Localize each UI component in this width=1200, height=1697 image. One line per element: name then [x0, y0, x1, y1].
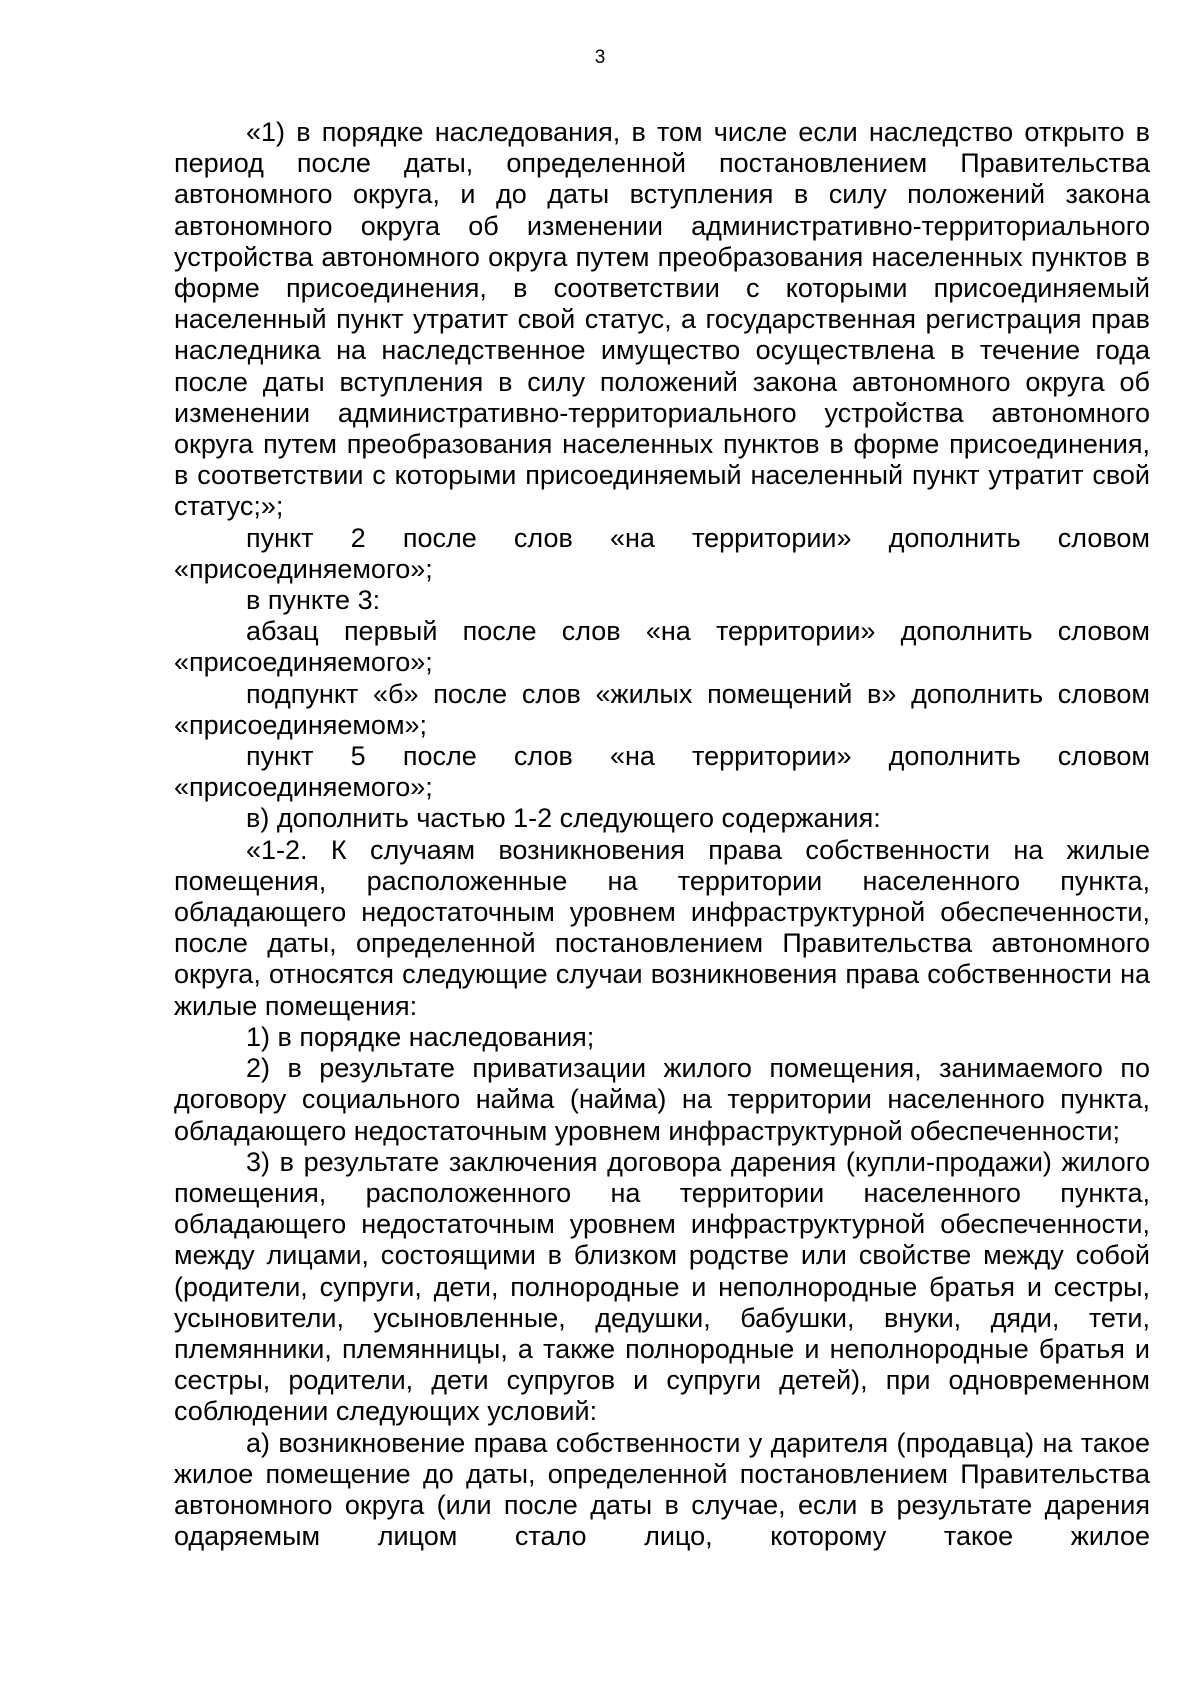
paragraph-inheritance-clause: «1) в порядке наследования, в том числе если наследство открыто в период после даты, определенной постановлением Правительства автономного округа, и до даты вступления в силу положений закона автономного округа об изменении административно-территориального устройства автономного округа путем преобразования населенных пунктов в форме присоединения, в соответствии с которыми присоединяемый населенный пункт утратит свой статус, а государственная регистрация прав наследника на наследственное имущество осуществлена в течение года после даты вступления в силу положений закона автономного округа об изменении административно-территориального устройства автономного округа путем преобразования населенных пунктов в форме присоединения, в соответствии с которыми присоединяемый населенный пункт утратит свой статус;»;: [174, 117, 1150, 522]
paragraph-case-3: 3) в результате заключения договора дарения (купли-продажи) жилого помещения, расположенного на территории населенного пункта, обладающего недостаточным уровнем инфраструктурной обеспеченности, между лицами, состоящими в близком родстве или свойстве между собой (родители, супруги, дети, полнородные и неполнородные братья и сестры, усыновители, усыновленные, дедушки, бабушки, внуки, дяди, тети, племянники, племянницы, а также полнородные и неполнородные братья и сестры, родители, дети супругов и супруги детей), при одновременном соблюдении следующих условий:: [174, 1146, 1150, 1427]
paragraph-item-3-first-para: абзац первый после слов «на территории» дополнить словом «присоединяемого»;: [174, 616, 1150, 678]
paragraph-item-2-amendment: пункт 2 после слов «на территории» дополнить словом «присоединяемого»;: [174, 522, 1150, 584]
paragraph-item-3-intro: в пункте 3:: [246, 585, 381, 616]
paragraph-case-2: 2) в результате приватизации жилого помещения, занимаемого по договору социального найма (найма) на территории населенного пункта, обладающего недостаточным уровнем инфраструктурной обеспеченности;: [174, 1053, 1150, 1146]
paragraph-case-1: 1) в порядке наследования;: [246, 1021, 595, 1052]
paragraph-item-5-amendment: пункт 5 после слов «на территории» дополнить словом «присоединяемого»;: [174, 741, 1150, 803]
page-number: 3: [594, 47, 606, 68]
paragraph-part-1-2-intro: в) дополнить частью 1-2 следующего содержания:: [246, 803, 881, 834]
paragraph-part-1-2-text: «1-2. К случаям возникновения права собственности на жилые помещения, расположенные на территории населенного пункта, обладающего недостаточным уровнем инфраструктурной обеспеченности, после даты, определенной постановлением Правительства автономного округа, относятся следующие случаи возникновения права собственности на жилые помещения:: [174, 834, 1150, 1021]
paragraph-condition-a: а) возникновение права собственности у дарителя (продавца) на такое жилое помещение до даты, определенной постановлением Правительства автономного округа (или после даты в случае, если в результате дарения одаряемым лицом стало лицо, которому такое жилое: [174, 1427, 1150, 1552]
document-body: [174, 117, 1150, 1552]
paragraph-subitem-b-amendment: подпункт «б» после слов «жилых помещений в» дополнить словом «присоединяемом»;: [174, 678, 1150, 740]
